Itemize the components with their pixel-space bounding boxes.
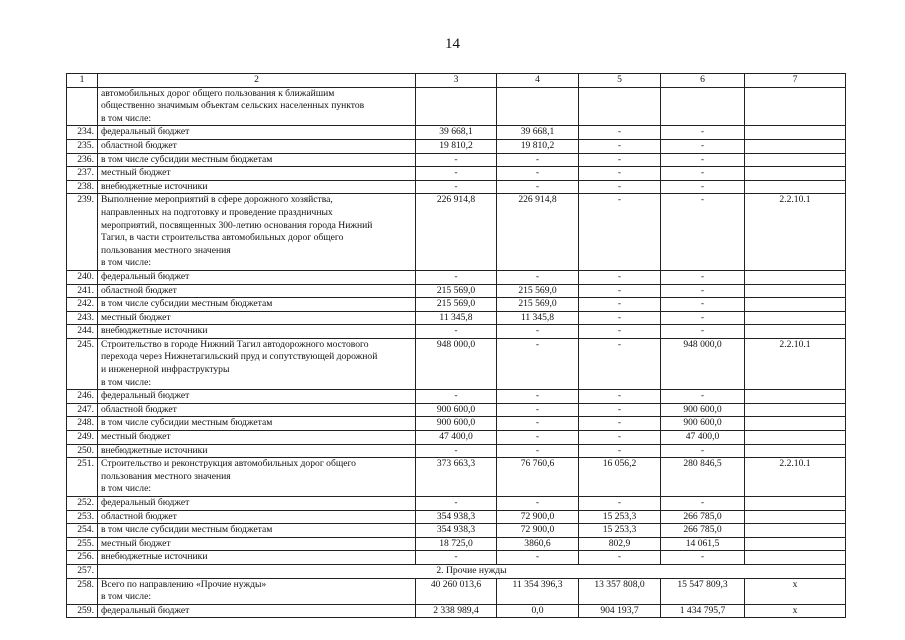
row-description [98, 431, 416, 445]
table-row [67, 510, 846, 524]
value-col-3: 354 938,3 [416, 510, 497, 524]
value-col-3: - [416, 390, 497, 404]
row-number: 247. [67, 403, 98, 417]
value-col-6: - [661, 167, 745, 181]
table-row [67, 194, 846, 271]
description-line: областной бюджет [101, 139, 177, 151]
table-row [67, 180, 846, 194]
value-col-3: 18 725,0 [416, 537, 497, 551]
row-number: 244. [67, 325, 98, 339]
table-row [67, 578, 846, 604]
value-col-4: 72 900,0 [497, 524, 579, 538]
row-number: 238. [67, 180, 98, 194]
row-description [98, 417, 416, 431]
value-col-6: - [661, 497, 745, 511]
row-description [98, 139, 416, 153]
value-col-4: 72 900,0 [497, 510, 579, 524]
column-header: 7 [745, 74, 846, 88]
table-row [67, 537, 846, 551]
table-row [67, 390, 846, 404]
value-col-6: 948 000,0 [661, 338, 745, 389]
row-number: 242. [67, 298, 98, 312]
description-line: внебюджетные источники [101, 180, 208, 192]
value-col-4: 76 760,6 [497, 458, 579, 497]
value-col-4: 0,0 [497, 604, 579, 618]
table-row [67, 431, 846, 445]
row-number: 237. [67, 167, 98, 181]
row-description [98, 444, 416, 458]
description-line: в том числе субсидии местным бюджетам [101, 153, 273, 165]
row-number: 245. [67, 338, 98, 389]
value-col-3: 900 600,0 [416, 403, 497, 417]
row-description [98, 578, 416, 604]
value-col-6: 266 785,0 [661, 524, 745, 538]
row-description [98, 458, 416, 497]
value-col-4: 11 345,8 [497, 311, 579, 325]
value-col-4: - [497, 153, 579, 167]
value-col-3: 373 663,3 [416, 458, 497, 497]
value-col-3: - [416, 153, 497, 167]
row-description [98, 180, 416, 194]
value-col-3: 40 260 013,6 [416, 578, 497, 604]
value-col-4: 226 914,8 [497, 194, 579, 271]
table-row [67, 338, 846, 389]
value-col-5: - [579, 311, 661, 325]
value-col-6: 280 846,5 [661, 458, 745, 497]
description-line: областной бюджет [101, 284, 177, 296]
column-header: 2 [98, 74, 416, 88]
column-header: 6 [661, 74, 745, 88]
value-col-5: - [579, 497, 661, 511]
table-row [67, 153, 846, 167]
value-col-3: 47 400,0 [416, 431, 497, 445]
description-line: общественно значимым объектам сельских населенных пунктов [101, 100, 365, 112]
value-col-5: - [579, 153, 661, 167]
row-description [98, 537, 416, 551]
value-col-4: 215 569,0 [497, 298, 579, 312]
row-number: 243. [67, 311, 98, 325]
value-col-3: 39 668,1 [416, 126, 497, 140]
table-row [67, 139, 846, 153]
value-col-5: - [579, 298, 661, 312]
value-col-4: - [497, 551, 579, 565]
description-line: федеральный бюджет [101, 497, 190, 508]
value-col-4: - [497, 497, 579, 511]
value-col-6: - [661, 194, 745, 271]
table-body [67, 87, 846, 618]
value-col-5: - [579, 139, 661, 153]
table-row [67, 284, 846, 298]
value-col-7: х [745, 604, 846, 618]
row-number: 254. [67, 524, 98, 538]
value-col-7 [745, 444, 846, 458]
row-description [98, 390, 416, 404]
value-col-6: - [661, 298, 745, 312]
value-col-5: 802,9 [579, 537, 661, 551]
row-number: 249. [67, 431, 98, 445]
row-description [98, 497, 416, 511]
value-col-3: - [416, 167, 497, 181]
value-col-3: 948 000,0 [416, 338, 497, 389]
value-col-7 [745, 180, 846, 194]
row-description [98, 403, 416, 417]
description-line: Тагил, в части строительства автомобильных дорог общего [101, 232, 344, 244]
value-col-3: 2 338 989,4 [416, 604, 497, 618]
value-col-6: - [661, 139, 745, 153]
value-col-6: 266 785,0 [661, 510, 745, 524]
value-col-5: - [579, 431, 661, 445]
value-col-5: - [579, 338, 661, 389]
value-col-3: - [416, 444, 497, 458]
value-col-4: - [497, 180, 579, 194]
value-col-5: - [579, 284, 661, 298]
value-col-6: - [661, 153, 745, 167]
row-description [98, 551, 416, 565]
value-col-7 [745, 551, 846, 565]
table-row [67, 604, 846, 618]
value-col-6: - [661, 311, 745, 325]
description-line: мероприятий, посвященных 300-летию основания города Нижний [101, 219, 373, 231]
row-number: 236. [67, 153, 98, 167]
value-col-4: - [497, 390, 579, 404]
description-line: Всего по направлению «Прочие нужды» [101, 578, 267, 590]
value-col-7 [745, 153, 846, 167]
description-line: пользования местного значения [101, 470, 231, 482]
value-col-6: 900 600,0 [661, 417, 745, 431]
value-col-7 [745, 284, 846, 298]
value-col-6: - [661, 551, 745, 565]
row-number: 252. [67, 497, 98, 511]
value-col-7 [745, 126, 846, 140]
value-col-4: 39 668,1 [497, 126, 579, 140]
row-description [98, 126, 416, 140]
value-col-7 [745, 537, 846, 551]
row-number [67, 87, 98, 126]
value-col-3: 900 600,0 [416, 417, 497, 431]
value-col-4: - [497, 403, 579, 417]
table-row [67, 298, 846, 312]
row-number: 235. [67, 139, 98, 153]
value-col-5: - [579, 417, 661, 431]
description-line: федеральный бюджет [101, 390, 190, 402]
value-col-7 [745, 87, 846, 126]
table-row [67, 311, 846, 325]
description-line: внебюджетные источники [101, 551, 208, 563]
value-col-5: - [579, 180, 661, 194]
value-col-3: 11 345,8 [416, 311, 497, 325]
row-description [98, 153, 416, 167]
row-number: 259. [67, 604, 98, 618]
value-col-7 [745, 325, 846, 339]
value-col-5: - [579, 551, 661, 565]
value-col-4: 3860,6 [497, 537, 579, 551]
table-row [67, 458, 846, 497]
value-col-3: - [416, 551, 497, 565]
description-line: областной бюджет [101, 403, 177, 415]
row-number: 241. [67, 284, 98, 298]
row-number: 256. [67, 551, 98, 565]
description-line: автомобильных дорог общего пользования к ближайшим [101, 87, 335, 99]
value-col-6 [661, 87, 745, 126]
row-description [98, 167, 416, 181]
value-col-5: - [579, 126, 661, 140]
value-col-6: 15 547 809,3 [661, 578, 745, 604]
value-col-5: - [579, 325, 661, 339]
description-line: в том числе: [101, 257, 152, 269]
section-heading: 2. Прочие нужды [98, 564, 846, 578]
value-col-5: 15 253,3 [579, 510, 661, 524]
value-col-4: 19 810,2 [497, 139, 579, 153]
value-col-5: 904 193,7 [579, 604, 661, 618]
description-line: Выполнение мероприятий в сфере дорожного хозяйства, [101, 194, 333, 206]
value-col-3: 215 569,0 [416, 284, 497, 298]
description-line: и инженерной инфраструктуры [101, 364, 230, 376]
value-col-5: - [579, 270, 661, 284]
description-line: пользования местного значения [101, 244, 231, 256]
column-header: 4 [497, 74, 579, 88]
table-row [67, 417, 846, 431]
row-number: 253. [67, 510, 98, 524]
description-line: в том числе: [101, 483, 152, 495]
value-col-7 [745, 431, 846, 445]
value-col-5: 13 357 808,0 [579, 578, 661, 604]
description-line: федеральный бюджет [101, 604, 190, 616]
column-header: 1 [67, 74, 98, 88]
value-col-3: - [416, 497, 497, 511]
value-col-7: х [745, 578, 846, 604]
row-number: 246. [67, 390, 98, 404]
description-line: в том числе субсидии местным бюджетам [101, 524, 273, 536]
row-description [98, 524, 416, 538]
value-col-3: 354 938,3 [416, 524, 497, 538]
value-col-6: 1 434 795,7 [661, 604, 745, 618]
value-col-4: - [497, 417, 579, 431]
description-line: местный бюджет [101, 431, 171, 443]
table-row [67, 497, 846, 511]
value-col-4 [497, 87, 579, 126]
value-col-4: - [497, 167, 579, 181]
value-col-6: 14 061,5 [661, 537, 745, 551]
value-col-7 [745, 167, 846, 181]
value-col-4: - [497, 431, 579, 445]
value-col-4: - [497, 338, 579, 389]
description-line: Строительство в городе Нижний Тагил автодорожного мостового [101, 338, 369, 350]
table-row [67, 126, 846, 140]
description-line: в том числе субсидии местным бюджетам [101, 298, 273, 310]
column-header: 3 [416, 74, 497, 88]
value-col-5: 16 056,2 [579, 458, 661, 497]
value-col-5 [579, 87, 661, 126]
row-description [98, 510, 416, 524]
row-number: 255. [67, 537, 98, 551]
row-description [98, 284, 416, 298]
row-number: 257. [67, 564, 98, 578]
value-col-3: - [416, 325, 497, 339]
value-col-6: - [661, 270, 745, 284]
row-number: 251. [67, 458, 98, 497]
table-row [67, 87, 846, 126]
value-col-6: 900 600,0 [661, 403, 745, 417]
value-col-7 [745, 497, 846, 511]
value-col-4: - [497, 270, 579, 284]
value-col-7: 2.2.10.1 [745, 458, 846, 497]
value-col-7 [745, 510, 846, 524]
value-col-5: - [579, 167, 661, 181]
description-line: в том числе: [101, 376, 152, 388]
value-col-6: - [661, 126, 745, 140]
value-col-7 [745, 417, 846, 431]
table-row [67, 270, 846, 284]
row-number: 248. [67, 417, 98, 431]
value-col-7 [745, 270, 846, 284]
value-col-3: 19 810,2 [416, 139, 497, 153]
description-line: федеральный бюджет [101, 126, 190, 138]
value-col-7 [745, 524, 846, 538]
description-line: местный бюджет [101, 167, 171, 179]
row-description [98, 338, 416, 389]
value-col-7 [745, 139, 846, 153]
value-col-6: - [661, 444, 745, 458]
description-line: внебюджетные источники [101, 325, 208, 337]
value-col-4: 11 354 396,3 [497, 578, 579, 604]
value-col-6: - [661, 325, 745, 339]
table-row [67, 564, 846, 578]
value-col-3 [416, 87, 497, 126]
table-row [67, 524, 846, 538]
value-col-6: - [661, 284, 745, 298]
value-col-7 [745, 298, 846, 312]
row-description [98, 311, 416, 325]
description-line: направленных на подготовку и проведение праздничных [101, 206, 333, 218]
value-col-7: 2.2.10.1 [745, 338, 846, 389]
value-col-5: - [579, 194, 661, 271]
row-description [98, 270, 416, 284]
table-row [67, 403, 846, 417]
description-line: Строительство и реконструкция автомобильных дорог общего [101, 458, 356, 470]
value-col-3: - [416, 180, 497, 194]
value-col-5: - [579, 444, 661, 458]
description-line: федеральный бюджет [101, 270, 190, 282]
value-col-3: - [416, 270, 497, 284]
row-description [98, 87, 416, 126]
description-line: в том числе: [101, 112, 152, 124]
value-col-5: - [579, 403, 661, 417]
value-col-7 [745, 390, 846, 404]
table-row [67, 551, 846, 565]
value-col-7: 2.2.10.1 [745, 194, 846, 271]
description-line: местный бюджет [101, 537, 171, 549]
row-number: 239. [67, 194, 98, 271]
value-col-5: 15 253,3 [579, 524, 661, 538]
value-col-3: 215 569,0 [416, 298, 497, 312]
row-description [98, 194, 416, 271]
value-col-7 [745, 311, 846, 325]
table-row [67, 325, 846, 339]
value-col-4: - [497, 325, 579, 339]
row-number: 234. [67, 126, 98, 140]
value-col-4: - [497, 444, 579, 458]
table-header-row [67, 74, 846, 88]
description-line: местный бюджет [101, 311, 171, 323]
row-description [98, 325, 416, 339]
description-line: в том числе субсидии местным бюджетам [101, 417, 273, 429]
value-col-5: - [579, 390, 661, 404]
value-col-4: 215 569,0 [497, 284, 579, 298]
value-col-3: 226 914,8 [416, 194, 497, 271]
page-number: 14 [445, 36, 460, 52]
description-line: внебюджетные источники [101, 444, 208, 456]
row-number: 250. [67, 444, 98, 458]
value-col-6: - [661, 390, 745, 404]
column-header: 5 [579, 74, 661, 88]
description-line: областной бюджет [101, 510, 177, 522]
row-description [98, 298, 416, 312]
value-col-6: - [661, 180, 745, 194]
value-col-7 [745, 403, 846, 417]
row-description [98, 604, 416, 618]
description-line: в том числе: [101, 591, 152, 603]
description-line: перехода через Нижнетагильский пруд и сопутствующей дорожной [101, 351, 378, 363]
table-row [67, 444, 846, 458]
value-col-6: 47 400,0 [661, 431, 745, 445]
table-row [67, 167, 846, 181]
budget-table [66, 73, 846, 618]
row-number: 240. [67, 270, 98, 284]
row-number: 258. [67, 578, 98, 604]
